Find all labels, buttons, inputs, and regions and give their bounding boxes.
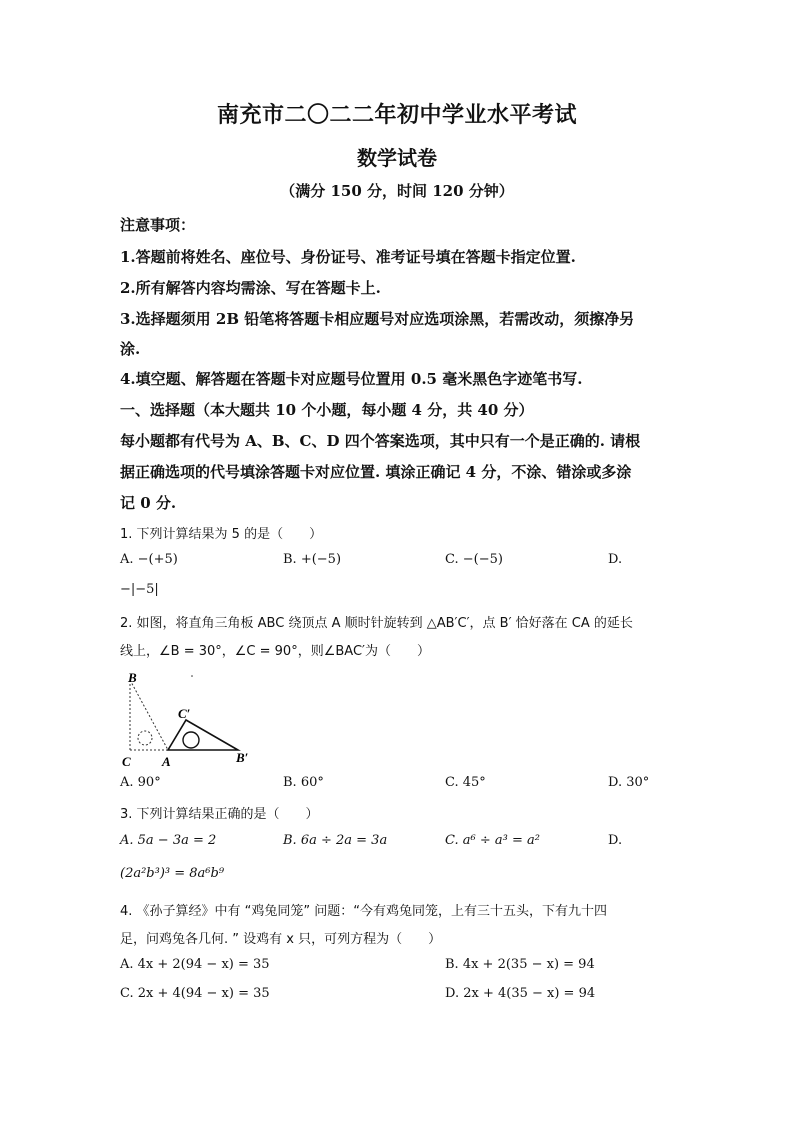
q4-option-d: D. 2x + 4(35 − x) = 94 xyxy=(445,986,596,1001)
section-desc-3: 记 0 分. xyxy=(120,494,177,512)
q4-stem-2: 足，问鸡兔各几何. ” 设鸡有 x 只，可列方程为（ ） xyxy=(120,932,442,947)
q3-option-c: C. a⁶ ÷ a³ = a² xyxy=(445,833,540,848)
edge-ab xyxy=(130,680,168,750)
rotated-triangle xyxy=(168,720,238,750)
q1-option-b: B. +(−5) xyxy=(283,552,342,567)
q1-stem: 1. 下列计算结果为 5 的是（ ） xyxy=(120,527,323,542)
notice-item-3-cont: 涂. xyxy=(120,340,141,358)
rotated-triangle-figure xyxy=(118,668,268,768)
q1-option-d-value: −|−5| xyxy=(120,582,159,597)
q1-option-c: C. −(−5) xyxy=(445,552,503,567)
inner-circle-rotated xyxy=(183,732,199,748)
exam-note: （满分 150 分，时间 120 分钟） xyxy=(280,182,514,200)
q4-stem-1: 4. 《孙子算经》中有 “鸡兔同笼” 问题：“今有鸡兔同笼，上有三十五头，下有九十四 xyxy=(120,904,608,919)
q2-option-b: B. 60° xyxy=(283,775,324,790)
section-heading: 一、选择题（本大题共 10 个小题，每小题 4 分，共 40 分） xyxy=(120,401,534,419)
notice-item-2: 2.所有解答内容均需涂、写在答题卡上. xyxy=(120,279,381,297)
label-b-prime: B′ xyxy=(236,750,249,765)
notice-item-3: 3.选择题须用 2B 铅笔将答题卡相应题号对应选项涂黑，若需改动，须擦净另 xyxy=(120,310,635,328)
notice-item-1: 1.答题前将姓名、座位号、身份证号、准考证号填在答题卡指定位置. xyxy=(120,248,576,266)
q3-option-a: A. 5a − 3a = 2 xyxy=(120,833,217,848)
q2-stem-2: 线上，∠B = 30°，∠C = 90°，则∠BAC′为（ ） xyxy=(120,644,430,659)
label-c-prime: C′ xyxy=(178,706,191,721)
q4-option-b: B. 4x + 2(35 − x) = 94 xyxy=(445,957,595,972)
q1-option-d: D. xyxy=(608,552,623,567)
section-desc-1: 每小题都有代号为 A、B、C、D 四个答案选项，其中只有一个是正确的. 请根 xyxy=(120,432,641,450)
q3-option-d-value: (2a²b³)³ = 8a⁶b⁹ xyxy=(120,866,225,881)
q4-option-c: C. 2x + 4(94 − x) = 35 xyxy=(120,986,270,1001)
q2-option-c: C. 45° xyxy=(445,775,486,790)
exam-title: 南充市二〇二二年初中学业水平考试 xyxy=(216,102,577,128)
q2-stem-1: 2. 如图，将直角三角板 ABC 绕顶点 A 顺时针旋转到 △AB′C′，点 B′ 恰好落在 CA 的延长 xyxy=(120,616,633,631)
label-b: B xyxy=(128,670,137,685)
q3-option-b: B. 6a ÷ 2a = 3a xyxy=(283,833,388,848)
q1-option-a: A. −(+5) xyxy=(120,552,178,567)
q2-option-d: D. 30° xyxy=(608,775,650,790)
q2-option-a: A. 90° xyxy=(120,775,161,790)
exam-subtitle: 数学试卷 xyxy=(357,146,437,170)
label-a: A xyxy=(162,754,171,768)
inner-circle-original xyxy=(138,731,152,745)
notice-item-4: 4.填空题、解答题在答题卡对应题号位置用 0.5 毫米黑色字迹笔书写. xyxy=(120,370,583,388)
q3-option-d: D. xyxy=(608,833,623,848)
label-c: C xyxy=(122,754,131,768)
stray-dot xyxy=(191,675,193,677)
q4-option-a: A. 4x + 2(94 − x) = 35 xyxy=(120,957,270,972)
notice-heading: 注意事项： xyxy=(120,216,196,234)
section-desc-2: 据正确选项的代号填涂答题卡对应位置. 填涂正确记 4 分，不涂、错涂或多涂 xyxy=(120,463,632,481)
q3-stem: 3. 下列计算结果正确的是（ ） xyxy=(120,807,319,822)
